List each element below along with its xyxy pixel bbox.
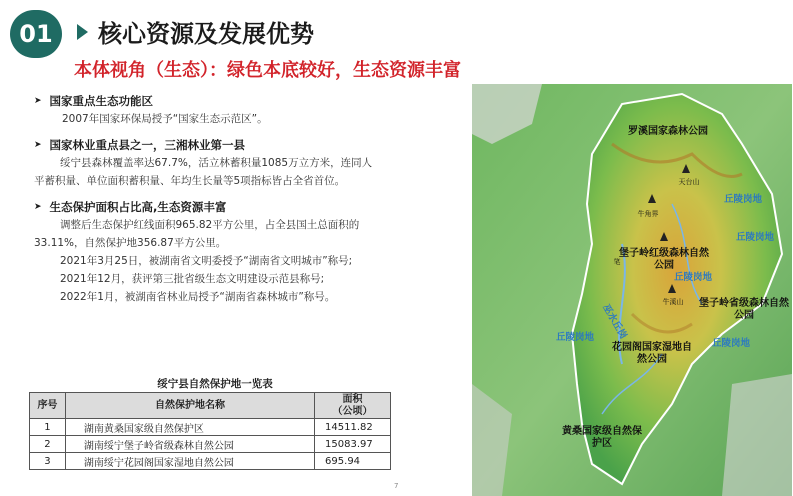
paragraph-line: 2022年1月，被湖南省林业局授予“湖南省森林城市”称号。 (60, 291, 336, 303)
section-heading-text: 生态保护面积占比高,生态资源丰富 (49, 200, 227, 214)
bullet-arrow-icon: ➤ (34, 202, 42, 212)
column-header: 自然保护地名称 (65, 393, 314, 419)
table-cell: 3 (30, 453, 66, 470)
table-cell: 2 (30, 436, 66, 453)
map-label-baozi: 堡子岭红级森林自然公园 (619, 248, 709, 271)
reserve-table (29, 392, 391, 470)
table-cell: 1 (30, 419, 66, 436)
map-label-hills: 丘陵岗地 (723, 194, 762, 205)
table-row (30, 419, 391, 436)
section-badge: 01 (10, 10, 62, 58)
table-caption: 绥宁县自然保护地一览表 (157, 378, 273, 390)
page-title: 核心资源及发展优势 (98, 20, 314, 48)
paragraph-line: 调整后生态保护红线面积965.82平方公里，占全县国土总面积的 (60, 219, 360, 231)
table-cell: 湖南绥宁花园阁国家湿地自然公园 (65, 453, 314, 470)
paragraph-line: 33.11%，自然保护地356.87平方公里。 (34, 237, 227, 249)
map-label-hills: 丘陵岗地 (673, 272, 712, 283)
peak-marker-icon (660, 232, 668, 241)
content-block (34, 92, 464, 306)
table-row (30, 453, 391, 470)
paragraph-line: 2021年3月25日，被湖南省文明委授予“湖南省文明城市”称号; (60, 255, 353, 267)
table-cell: 湖南绥宁堡子岭省级森林自然公园 (65, 436, 314, 453)
table-header-row (30, 393, 391, 419)
map-label-luoxi: 罗溪国家森林公园 (628, 126, 708, 137)
triangle-icon (77, 24, 88, 40)
bullet-arrow-icon: ➤ (34, 96, 42, 106)
paragraph-line: 平蓄积量、单位面积蓄积量、年均生长量等5项指标皆占全省首位。 (34, 175, 346, 187)
map-label-hills: 丘陵岗地 (735, 232, 774, 243)
table-cell: 695.94 (315, 453, 391, 470)
bullet-arrow-icon: ➤ (34, 140, 42, 150)
section-heading-text: 国家重点生态功能区 (49, 94, 154, 108)
section-heading (34, 198, 464, 216)
map-label-niujiao: 牛角界 (637, 210, 659, 218)
map-label-baozi-provincial: 堡子岭省级森林自然公园 (699, 298, 789, 321)
page-subtitle: 本体视角（生态）：绿色本底较好，生态资源丰富 (74, 60, 461, 81)
table-cell: 湖南黄桑国家级自然保护区 (65, 419, 314, 436)
map-label-bi: 笔 (613, 258, 621, 266)
section-heading (34, 92, 464, 110)
paragraph-line: 2021年12月，获评第三批省级生态文明建设示范县称号; (60, 273, 325, 285)
section-heading-text: 国家林业重点县之一，三湘林业第一县 (49, 138, 246, 152)
table-row (30, 436, 391, 453)
paragraph-line: 2007年国家环保局授予“国家生态示范区”。 (62, 113, 268, 125)
section-heading (34, 136, 464, 154)
map-label-hills: 丘陵岗地 (555, 332, 594, 343)
map-label-niuxi: 牛溪山 (662, 298, 684, 306)
column-header: 序号 (30, 393, 66, 419)
peak-marker-icon (648, 194, 656, 203)
column-header: 面积 （公顷） (315, 393, 391, 419)
page-number: 7 (394, 482, 399, 490)
map-label-tiantai: 天台山 (678, 178, 700, 186)
map-label-hills: 丘陵岗地 (711, 338, 750, 349)
map-label-wushui: 巫水丘岗 (600, 302, 629, 341)
table-cell: 15083.97 (315, 436, 391, 453)
table-cell: 14511.82 (315, 419, 391, 436)
map-label-huangsang: 黄桑国家级自然保护区 (562, 426, 642, 449)
map-label-huayuan: 花园阁国家湿地自然公园 (612, 342, 692, 365)
peak-marker-icon (682, 164, 690, 173)
terrain-map (472, 84, 792, 496)
paragraph-line: 绥宁县森林覆盖率达67.7%，活立林蓄积量1085万立方米，连同人 (60, 157, 373, 169)
peak-marker-icon (668, 284, 676, 293)
